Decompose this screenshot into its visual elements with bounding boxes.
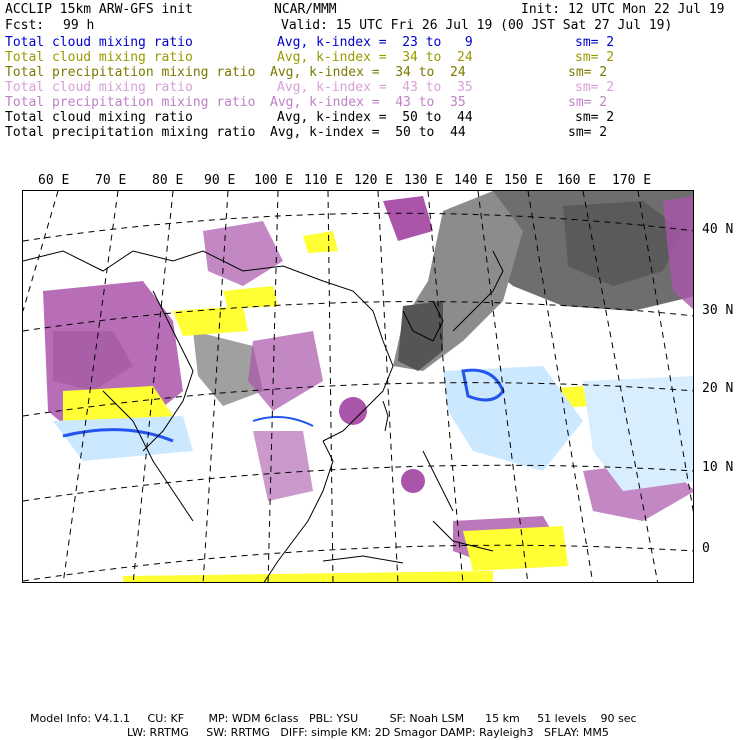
lat-label: 30 N (702, 303, 734, 318)
lon-label: 100 E (254, 173, 294, 188)
lon-label: 140 E (454, 173, 494, 188)
lat-label: 10 N (702, 460, 734, 475)
legend-sm: sm= 2 (575, 80, 615, 95)
legend-row: Total cloud mixing ratio (5, 110, 193, 125)
legend-row: Total cloud mixing ratio (5, 50, 193, 65)
lat-label: 40 N (702, 222, 734, 237)
legend-row: Total precipitation mixing ratio (5, 125, 256, 140)
legend-row: Total precipitation mixing ratio (5, 65, 256, 80)
map-canvas (23, 191, 694, 583)
legend-sm: sm= 2 (568, 95, 608, 110)
legend-sm: sm= 2 (568, 65, 608, 80)
lat-label: 20 N (702, 381, 734, 396)
lon-label: 130 E (404, 173, 444, 188)
legend-sm: sm= 2 (575, 50, 615, 65)
legend-avg: Avg, k-index = 23 to 9 (277, 35, 473, 50)
forecast-map (22, 190, 694, 583)
lat-label: 0 (702, 541, 710, 556)
fcst-label: Fcst: (5, 18, 45, 33)
model-info-line1: Model Info: V4.1.1 CU: KF MP: WDM 6class PBL: YSU SF: Noah LSM 15 km 51 levels 90 sec (30, 712, 637, 725)
fcst-value: 99 h (63, 18, 95, 33)
org-label: NCAR/MMM (274, 2, 337, 17)
lon-label: 160 E (557, 173, 597, 188)
lon-label: 80 E (152, 173, 184, 188)
legend-row: Total precipitation mixing ratio (5, 95, 256, 110)
legend-sm: sm= 2 (568, 125, 608, 140)
lon-label: 60 E (38, 173, 70, 188)
legend-row: Total cloud mixing ratio (5, 35, 193, 50)
model-title: ACCLIP 15km ARW-GFS init (5, 2, 193, 17)
legend-avg: Avg, k-index = 34 to 24 (277, 50, 473, 65)
legend-avg: Avg, k-index = 43 to 35 (277, 80, 473, 95)
model-info-line2: LW: RRTMG SW: RRTMG DIFF: simple KM: 2D Smagor DAMP: Rayleigh3 SFLAY: MM5 (127, 726, 609, 739)
valid-time: Valid: 15 UTC Fri 26 Jul 19 (00 JST Sat 27 Jul 19) (281, 18, 673, 33)
legend-avg: Avg, k-index = 43 to 35 (270, 95, 466, 110)
legend-sm: sm= 2 (575, 35, 615, 50)
lon-label: 70 E (95, 173, 127, 188)
lon-label: 120 E (354, 173, 394, 188)
legend-avg: Avg, k-index = 50 to 44 (277, 110, 473, 125)
legend-avg: Avg, k-index = 50 to 44 (270, 125, 466, 140)
legend-avg: Avg, k-index = 34 to 24 (270, 65, 466, 80)
legend-row: Total cloud mixing ratio (5, 80, 193, 95)
init-time: Init: 12 UTC Mon 22 Jul 19 (521, 2, 725, 17)
lon-label: 90 E (204, 173, 236, 188)
legend-sm: sm= 2 (575, 110, 615, 125)
lon-label: 170 E (612, 173, 652, 188)
lon-label: 110 E (304, 173, 344, 188)
lon-label: 150 E (504, 173, 544, 188)
